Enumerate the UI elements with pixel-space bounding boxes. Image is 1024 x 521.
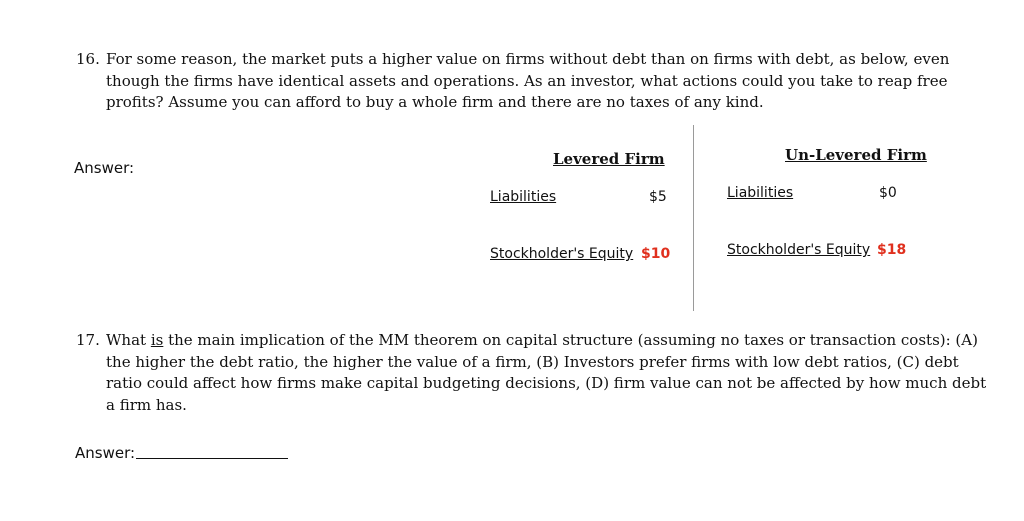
levered-equity-label: Stockholder's Equity	[490, 246, 634, 262]
question-17-text	[106, 330, 991, 416]
unlevered-liabilities-value: $0	[879, 185, 897, 201]
question-16-text: For some reason, the market puts a higher value on firms without debt than on firms with debt, as below, even though the firms have identical assets and operations. As an investor, what actions could you take to reap free profits? Assume you can afford to buy a whole firm and there are no taxes of any kind.	[106, 50, 950, 111]
question-16	[76, 49, 976, 114]
levered-equity-value: $10	[641, 246, 671, 262]
unlevered-equity-value: $18	[877, 242, 907, 258]
answer-blank-line[interactable]	[136, 458, 288, 459]
unlevered-equity-label: Stockholder's Equity	[727, 242, 871, 258]
levered-firm-title: Levered Firm	[553, 150, 665, 168]
question-17-text-before: What	[106, 331, 151, 349]
levered-liabilities-value: $5	[649, 189, 667, 205]
question-17-text-underlined: is	[150, 331, 164, 349]
question-17-number: 17.	[76, 331, 100, 349]
levered-liabilities-label: Liabilities	[490, 189, 557, 205]
unlevered-liabilities-label: Liabilities	[727, 185, 794, 201]
unlevered-firm-title: Un-Levered Firm	[785, 146, 927, 164]
question-16-number: 16.	[76, 50, 100, 68]
question-17-answer-label: Answer:	[75, 444, 136, 462]
question-17	[76, 330, 991, 416]
question-16-answer-label: Answer:	[74, 159, 135, 177]
column-divider	[693, 125, 694, 311]
question-17-text-after: the main implication of the MM theorem on capital structure (assuming no taxes or transaction costs): (A) the higher the debt ratio, the higher the value of a firm, (B) Investors prefer firms with low debt ratios, (C) debt ratio could affect how firms make capital budgeting decisions, (D) firm value can not be affected by how much debt a firm has.	[106, 331, 987, 414]
